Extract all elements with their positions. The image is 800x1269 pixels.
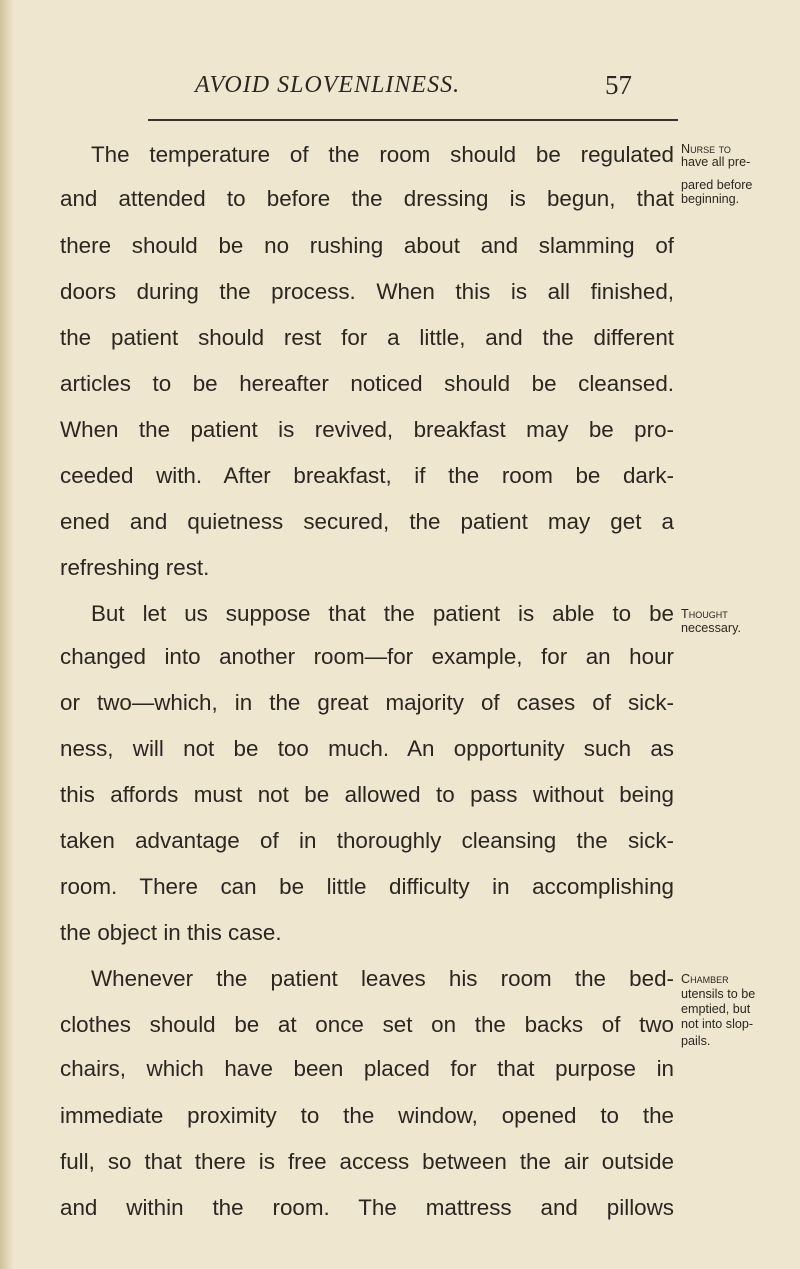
margin-note-line: utensils to be (681, 987, 756, 1001)
margin-note-line: not into slop- (681, 1017, 754, 1031)
text-line: taken advantage of in thoroughly cleansing the sick- (60, 828, 674, 853)
text-line: full, so that there is free access between the air outside (60, 1149, 674, 1174)
text-line: this affords must not be allowed to pass without being (60, 782, 674, 807)
text-line: When the patient is revived, breakfast may be pro- (60, 417, 674, 442)
margin-note-line: Chamber (681, 972, 729, 986)
margin-note-line: pared before (681, 178, 753, 192)
margin-note-line: pails. (681, 1034, 711, 1048)
header-rule (148, 119, 678, 121)
margin-note-line: Thought (681, 607, 728, 621)
page-number: 57 (605, 70, 632, 100)
text-line: and attended to before the dressing is begun, that (60, 186, 674, 211)
text-line: room. There can be little difficulty in accomplishing (60, 874, 674, 899)
text-line: there should be no rushing about and slamming of (60, 233, 674, 258)
text-line: or two—which, in the great majority of cases of sick- (60, 690, 674, 715)
text-line: the object in this case. (60, 920, 282, 945)
text-line: ness, will not be too much. An opportunity such as (60, 736, 674, 761)
margin-note-line: emptied, but (681, 1002, 751, 1016)
text-line: refreshing rest. (60, 555, 210, 580)
text-line: changed into another room—for example, for an hour (60, 644, 674, 669)
text-line: The temperature of the room should be regulated (91, 142, 674, 167)
margin-note-line: have all pre- (681, 155, 751, 169)
text-line: the patient should rest for a little, and the different (60, 325, 674, 350)
text-line: and within the room. The mattress and pillows (60, 1195, 674, 1220)
text-line: doors during the process. When this is all finished, (60, 279, 674, 304)
text-line: immediate proximity to the window, opened to the (60, 1103, 674, 1128)
margin-note-line: Nurse to (681, 142, 731, 156)
text-line: articles to be hereafter noticed should be cleansed. (60, 371, 674, 396)
running-title: AVOID SLOVENLINESS. (195, 72, 461, 98)
text-line: Whenever the patient leaves his room the bed- (91, 966, 674, 991)
text-line: ceeded with. After breakfast, if the room be dark- (60, 463, 674, 488)
text-line: But let us suppose that the patient is able to be (91, 601, 674, 626)
page-binding-edge (0, 0, 14, 1269)
text-line: ened and quietness secured, the patient may get a (60, 509, 674, 534)
text-line: chairs, which have been placed for that purpose in (60, 1056, 674, 1081)
margin-note-line: necessary. (681, 621, 741, 635)
text-line: clothes should be at once set on the backs of two (60, 1012, 674, 1037)
margin-note-line: beginning. (681, 192, 740, 206)
